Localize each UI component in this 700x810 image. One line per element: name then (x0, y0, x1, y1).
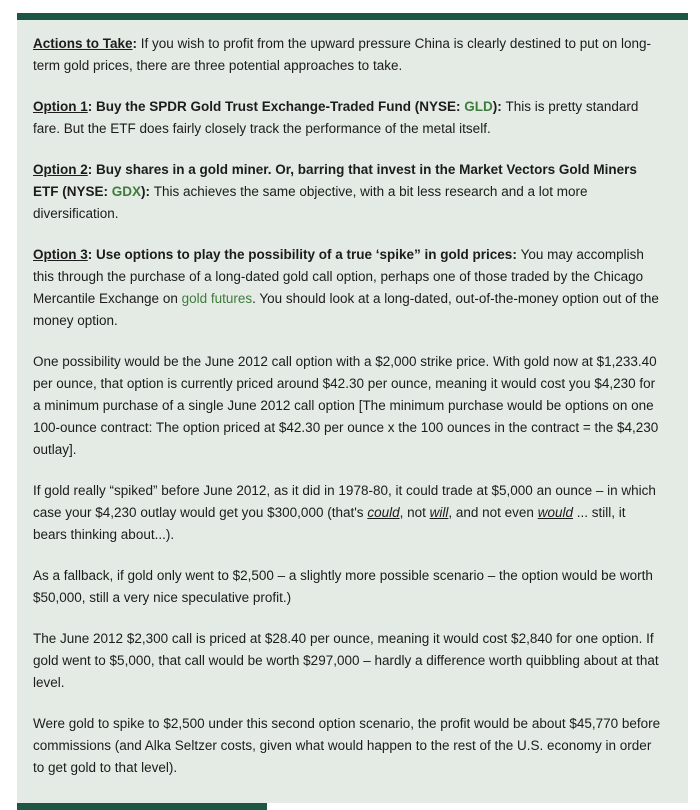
top-divider-bar (17, 13, 688, 20)
gdx-ticker-link[interactable]: GDX (111, 184, 142, 199)
paragraph-2300-call (33, 628, 662, 694)
option-2-heading: Option 2 (33, 162, 88, 177)
option-1-body-text: This is pretty standard fare. But the ETF does fairly closely track the performance of the metal itself. (33, 99, 639, 136)
option-3-body-text: You may accomplish this through the purchase of a long-dated gold call option, perhaps one of those traded by the Chicago Mercantile Exchange on (33, 247, 644, 306)
option-2-body-text: This achieves the same objective, with a bit less research and a lot more diversification. (33, 184, 588, 221)
emphasis-would: would (537, 505, 573, 520)
actions-intro-text: If you wish to profit from the upward pressure China is clearly destined to put on long-term gold prices, there are three potential approaches to take. (33, 36, 652, 73)
gold-futures-link[interactable]: gold futures (181, 291, 253, 306)
emphasis-will: will (429, 505, 449, 520)
fallback-text: As a fallback, if gold only went to $2,500 – a slightly more possible scenario – the option would be worth $50,000, still a very nice speculative profit.) (33, 568, 653, 605)
option-3-body-text-end: . You should look at a long-dated, out-of-the-money option out of the money option. (33, 291, 659, 328)
paragraph-option-3 (33, 244, 662, 332)
actions-to-take-heading: Actions to Take (33, 36, 133, 51)
heading-colon: : (132, 36, 141, 51)
gld-ticker-link[interactable]: GLD (464, 99, 493, 114)
option-1-bold-text: : Buy the SPDR Gold Trust Exchange-Traded Fund (NYSE: (87, 99, 465, 114)
paragraph-option-2 (33, 159, 662, 225)
emphasis-could: could (367, 505, 400, 520)
spike-2500-text: Were gold to spike to $2,500 under this second option scenario, the profit would be about $45,770 before commissions (and Alka Seltzer costs, given what would happen to the rest of the U.S. economy in order to get gold to that level). (33, 716, 661, 775)
option-2-bold-close: ): (141, 184, 154, 199)
option-1-heading: Option 1 (33, 99, 88, 114)
bottom-divider-bar (17, 803, 267, 810)
paragraph-june-2012-option (33, 351, 662, 461)
gold-spike-text: If gold really “spiked” before June 2012, as it did in 1978-80, it could trade at $5,000 an ounce – in which case your $4,230 outlay would get you $300,000 (that's (33, 483, 656, 520)
option-2-bold-text: : Buy shares in a gold miner. Or, barring that invest in the Market Vectors Gold Miners ETF (NYSE: (33, 162, 637, 199)
option-1-bold-close: ): (492, 99, 506, 114)
gold-spike-text-2: , not (399, 505, 430, 520)
gold-spike-text-3: , and not even (448, 505, 538, 520)
paragraph-spike-2500 (33, 713, 662, 779)
article-body (17, 20, 688, 803)
call-2300-text: The June 2012 $2,300 call is priced at $28.40 per ounce, meaning it would cost $2,840 for one option. If gold went to $5,000, that call would be worth $297,000 – hardly a difference worth quibbling about at that level. (33, 631, 659, 690)
june-2012-option-text: One possibility would be the June 2012 call option with a $2,000 strike price. With gold now at $1,233.40 per ounce, that option is currently priced around $42.30 per ounce, meaning it would cost you $4,230 for a minimum purchase of a single June 2012 call option [The minimum purchase would be options on one 100-ounce contract: The option priced at $42.30 per ounce x the 100 ounces in the contract = the $4,230 outlay]. (33, 354, 659, 457)
option-3-heading: Option 3 (33, 247, 88, 262)
paragraph-actions-to-take (33, 33, 662, 77)
paragraph-gold-spike (33, 480, 662, 546)
option-3-bold-text: : Use options to play the possibility of a true ‘spike” in gold prices: (87, 247, 521, 262)
paragraph-fallback (33, 565, 662, 609)
gold-spike-text-end: ... still, it bears thinking about...). (33, 505, 626, 542)
paragraph-option-1 (33, 96, 662, 140)
